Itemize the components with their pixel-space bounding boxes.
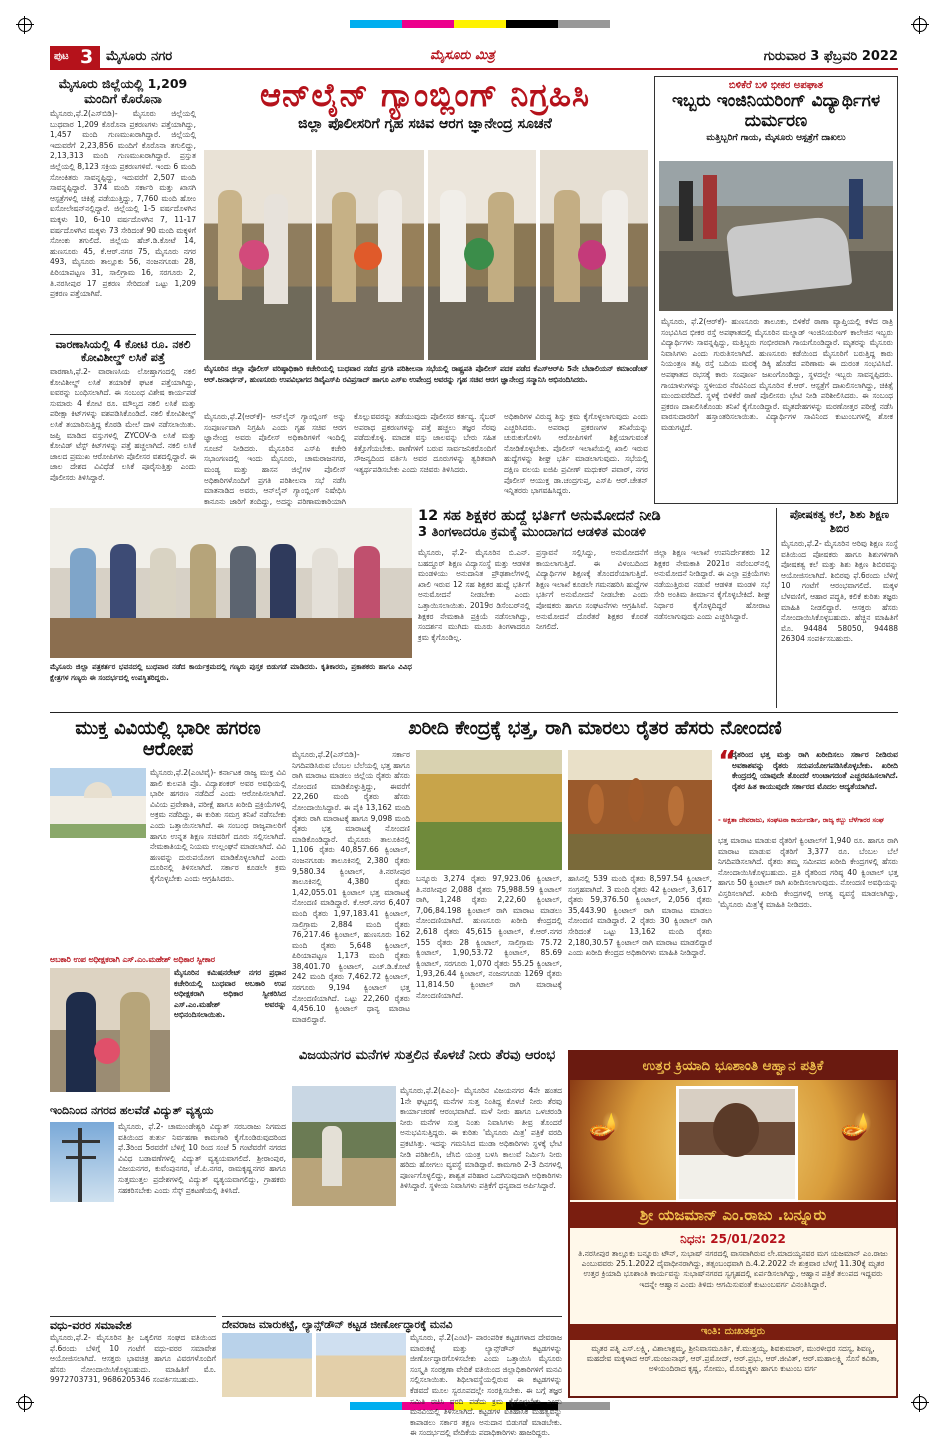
divider [50, 334, 196, 335]
lamp-icon: 🪔 [588, 1112, 621, 1142]
article-body-col4: ಭತ್ತ ಮಾರಾಟ ಮಾಡುವ ರೈತರಿಗೆ ಕ್ವಿಂಟಾಲ್‌ಗೆ 1,940 ರೂ. ಹಾಗೂ ರಾಗಿ ಮಾರಾಟ ಮಾಡುವ ರೈತರಿಗೆ 3,377 ರೂ. ಬೆಂಬಲ ಬೆಲೆ ನಿಗದಿಪಡಿಸಲಾಗಿದೆ. ರೈತರು ತಮ್ಮ ಸಮೀಪದ ಖರೀದಿ ಕೇಂದ್ರಗಳಲ್ಲಿ ಹೆಸರು ನೋಂದಾಯಿಸಿಕೊಳ್ಳಬಹುದು. ಪ್ರತಿ ರೈತರಿಂದ ಗರಿಷ್ಠ 40 ಕ್ವಿಂಟಾಲ್ ಭತ್ತ ಹಾಗೂ 50 ಕ್ವಿಂಟಾಲ್ ರಾಗಿ ಖರೀದಿಸಲಾಗುವುದು. ನೋಂದಣಿ ಅವಧಿಯನ್ನು ವಿಸ್ತರಿಸಲಾಗಿದೆ. ಖರೀದಿ ಕೇಂದ್ರಗಳಲ್ಲಿ ಅಗತ್ಯ ವ್ಯವಸ್ಥೆ ಮಾಡಲಾಗಿದ್ದು, 'ಮೈಸೂರು ಮಿತ್ರ'ಕ್ಕೆ ಮಾಹಿತಿ ನೀಡಿದರು. [718, 836, 898, 909]
article-body: ಮೈಸೂರು, ಫೆ.2(ಆರ್‌ಕೆ)- ಹುಣಸೂರು ತಾಲೂಕು, ಬಿಳಿಕೆರೆ ಠಾಣಾ ವ್ಯಾಪ್ತಿಯಲ್ಲಿ ಕಳೆದ ರಾತ್ರಿ ಸಂಭವಿಸಿದ ಭೀಕರ ರಸ್ತೆ ಅಪಘಾತದಲ್ಲಿ ಮೈಸೂರಿನ ಮಲ್ನಾಡ್ ಇಂಜಿನಿಯರಿಂಗ್ ಕಾಲೇಜಿನ ಇಬ್ಬರು ವಿದ್ಯಾರ್ಥಿಗಳು ಸಾವನ್ನಪ್ಪಿದ್ದು, ಮತ್ತಿಬ್ಬರು ಗಂಭೀರವಾಗಿ ಗಾಯಗೊಂಡಿದ್ದಾರೆ. ಮೃತರನ್ನು ಮೈಸೂರು ನಿವಾಸಿಗಳು ಎಂದು ಗುರುತಿಸಲಾಗಿದೆ. ಹುಣಸೂರು ಕಡೆಯಿಂದ ಮೈಸೂರಿಗೆ ಬರುತ್ತಿದ್ದ ಕಾರು ನಿಯಂತ್ರಣ ತಪ್ಪಿ ರಸ್ತೆ ಬದಿಯ ಮರಕ್ಕೆ ಡಿಕ್ಕಿ ಹೊಡೆದ ಪರಿಣಾಮ ಈ ದುರಂತ ಸಂಭವಿಸಿದೆ. ಅಪಘಾತದ ರಭಸಕ್ಕೆ ಕಾರು ಸಂಪೂರ್ಣ ಜಖಂಗೊಂಡಿದ್ದು, ಸ್ಥಳದಲ್ಲೇ ಇಬ್ಬರು ಸಾವನ್ನಪ್ಪಿದರು. ಗಾಯಾಳುಗಳನ್ನು ಸ್ಥಳೀಯರ ನೆರವಿನಿಂದ ಮೈಸೂರಿನ ಕೆ.ಆರ್. ಆಸ್ಪತ್ರೆಗೆ ದಾಖಲಿಸಲಾಗಿದ್ದು, ಚಿಕಿತ್ಸೆ ಮುಂದುವರೆದಿದೆ. ಸ್ಥಳಕ್ಕೆ ಬಿಳಿಕೆರೆ ಠಾಣೆ ಪೊಲೀಸರು ಭೇಟಿ ನೀಡಿ ಪರಿಶೀಲಿಸಿದರು. ಈ ಸಂಬಂಧ ಪ್ರಕರಣ ದಾಖಲಿಸಿಕೊಂಡು ತನಿಖೆ ಕೈಗೊಂಡಿದ್ದಾರೆ. ಮೃತದೇಹಗಳನ್ನು ಮರಣೋತ್ತರ ಪರೀಕ್ಷೆ ನಡೆಸಿ ವಾರಸುದಾರರಿಗೆ ಹಸ್ತಾಂತರಿಸಲಾಯಿತು. ವಿದ್ಯಾರ್ಥಿಗಳ ಸಾವಿನಿಂದ ಕುಟುಂಬಗಳಲ್ಲಿ ಶೋಕ ಮಡುಗಟ್ಟಿದೆ. [661, 317, 893, 432]
photo-caption: ಮೈಸೂರು ಜಿಲ್ಲಾ ಪತ್ರಕರ್ತರ ಭವನದಲ್ಲಿ ಬುಧವಾರ ನಡೆದ ಕಾರ್ಯಕ್ರಮದಲ್ಲಿ ಗಣ್ಯರು ಪುಸ್ತಕ ಬಿಡುಗಡೆ ಮಾಡಿದರು. ಕೃತಿಕಾರರು, ಪ್ರಕಾಶಕರು ಹಾಗೂ ವಿವಿಧ ಕ್ಷೇತ್ರಗಳ ಗಣ್ಯರು ಈ ಸಂದರ್ಭದಲ್ಲಿ ಉಪಸ್ಥಿತರಿದ್ದರು. [50, 662, 412, 682]
headline: ವಾರಣಾಸಿಯಲ್ಲಿ 4 ಕೋಟಿ ರೂ. ನಕಲಿ ಕೋವಿಶೀಲ್ಡ್ ಲಸಿಕೆ ಪತ್ತೆ [55, 338, 191, 364]
article-body: ಮೈಸೂರು,ಫೆ.2- ಮೈಸೂರಿನ ಶ್ರೀ ಒಕ್ಕಲಿಗರ ಸಂಘದ ವತಿಯಿಂದ ಫೆ.6ರಂದು ಬೆಳಿಗ್ಗೆ 10 ಗಂಟೆಗೆ ವಧು-ವರರ ಸಮಾವೇಶ ಆಯೋಜಿಸಲಾಗಿದೆ. ಆಸಕ್ತರು ಭಾವಚಿತ್ರ ಹಾಗೂ ವಿವರಗಳೊಂದಿಗೆ ಹೆಸರು ನೋಂದಾಯಿಸಿಕೊಳ್ಳಬಹುದು. ಮಾಹಿತಿಗೆ ಮೊ. 9972703731, 9686205346 ಸಂಪರ್ಕಿಸಬಹುದು. [50, 1333, 216, 1385]
article-fake-vaccine [50, 338, 196, 504]
lead-story [202, 76, 648, 504]
photo-power-tower [50, 1122, 114, 1202]
headline: ಮೈಸೂರು ಜಿಲ್ಲೆಯಲ್ಲಿ 1,209 ಮಂದಿಗೆ ಕೊರೊನಾ [58, 76, 188, 106]
matrimony-story [50, 1316, 216, 1396]
page-number: 3 [80, 46, 94, 68]
obituary-from: ಇಂತಿ: ದುಃಖತಪ್ತರು [570, 1324, 896, 1340]
article-body: ಮೈಸೂರು,ಫೆ.2(ಎಸ್‌ಬಿಡಿ)- ಮೈಸೂರು ಜಿಲ್ಲೆಯಲ್ಲಿ ಬುಧವಾರ 1,209 ಕೊರೊನಾ ಪ್ರಕರಣಗಳು ಪತ್ತೆಯಾಗಿದ್ದು, 1,457 ಮಂದಿ ಗುಣಮುಖರಾಗಿದ್ದಾರೆ. ಜಿಲ್ಲೆಯಲ್ಲಿ ಇದುವರೆಗೆ 2,23,856 ಮಂದಿಗೆ ಕೊರೊನಾ ತಗುಲಿದ್ದು, 2,13,313 ಮಂದಿ ಗುಣಮುಖರಾಗಿದ್ದಾರೆ. ಪ್ರಸ್ತುತ ಜಿಲ್ಲೆಯಲ್ಲಿ 8,123 ಸಕ್ರಿಯ ಪ್ರಕರಣಗಳಿವೆ. ಇಂದು 6 ಮಂದಿ ಸೋಂಕಿತರು ಸಾವನ್ನಪ್ಪಿದ್ದು, ಇದುವರೆಗೆ 2,507 ಮಂದಿ ಸಾವನ್ನಪ್ಪಿದ್ದಾರೆ. 374 ಮಂದಿ ಸರ್ಕಾರಿ ಮತ್ತು ಖಾಸಗಿ ಆಸ್ಪತ್ರೆಗಳಲ್ಲಿ ಚಿಕಿತ್ಸೆ ಪಡೆಯುತ್ತಿದ್ದು, 7,760 ಮಂದಿ ಹೋಂ ಐಸೋಲೇಷನ್‌ನಲ್ಲಿದ್ದಾರೆ. ಜಿಲ್ಲೆಯಲ್ಲಿ 1-5 ವರ್ಷದೊಳಗಿನ ಮಕ್ಕಳು 10, 6-10 ವರ್ಷದೊಳಗಿನ 7, 11-17 ವರ್ಷದೊಳಗಿನ ಮಕ್ಕಳು 73 ಸೇರಿದಂತೆ 90 ಮಂದಿ ಮಕ್ಕಳಿಗೆ ಸೋಂಕು ತಗುಲಿದೆ. ಜಿಲ್ಲೆಯ ಹೆಚ್.ಡಿ.ಕೋಟೆ 14, ಹುಣಸೂರು 45, ಕೆ.ಆರ್.ನಗರ 75, ಮೈಸೂರು ನಗರ 493, ಮೈಸೂರು ತಾಲ್ಲೂಕು 56, ನಂಜನಗೂಡು 28, ಪಿರಿಯಾಪಟ್ಟಣ 31, ಸಾಲಿಗ್ರಾಮ 16, ಸರಗೂರು 2, ತಿ.ನರಸೀಪುರ 17 ಪ್ರಕರಣ ಸೇರಿದಂತೆ ಒಟ್ಟು 1,209 ಪ್ರಕರಣ ಪತ್ತೆಯಾಗಿವೆ. [50, 109, 196, 299]
headline: ಖರೀದಿ ಕೇಂದ್ರಕ್ಕೆ ಭತ್ತ, ರಾಗಿ ಮಾರಲು ರೈತರ ಹೆಸರು ನೋಂದಣಿ [408, 718, 782, 739]
article-covid [50, 76, 196, 331]
registration-mark [913, 1396, 927, 1410]
issue-date: ಗುರುವಾರ 3 ಫೆಬ್ರವರಿ 2022 [763, 49, 898, 64]
photo-caption: ಮೈಸೂರಿನ ಜಿಲ್ಲಾ ಪೊಲೀಸ್ ವರಿಷ್ಠಾಧಿಕಾರಿ ಕಚೇರಿಯಲ್ಲಿ ಬುಧವಾರ ನಡೆದ ಪ್ರಗತಿ ಪರಿಶೀಲನಾ ಸಭೆಯಲ್ಲಿ ರಾಷ್ಟ್ರಪತಿ ಪೊಲೀಸ್ ಪದಕ ಪಡೆದ ಕೆಎಸ್‌ಆರ್‌ಪಿ 5ನೇ ಬೆಟಾಲಿಯನ್ ಕಮಾಂಡೆಂಟ್ ಆರ್.ಜನಾರ್ಧನ್, ಹುಣಸೂರು ಉಪವಿಭಾಗದ ಡಿವೈಎಸ್‌ಪಿ ರವಿಪ್ರಸಾದ್ ಹಾಗೂ ಎಸ್‌ಐ ಉಪೇಂದ್ರ ಅವರನ್ನು ಗೃಹ ಸಚಿವ ಆರಗ ಜ್ಞಾನೇಂದ್ರ ಸನ್ಮಾನಿಸಿ ಅಭಿನಂದಿಸಿದರು. [204, 364, 648, 384]
divider [50, 712, 898, 713]
lead-body-col3: ಅಧಿಕಾರಿಗಳ ವಿರುದ್ಧ ಶಿಸ್ತು ಕ್ರಮ ಕೈಗೊಳ್ಳಲಾಗುವುದು ಎಂದು ಎಚ್ಚರಿಸಿದರು. ಅಪರಾಧ ಪ್ರಕರಣಗಳ ತನಿಖೆಯನ್ನು ಚುರುಕುಗೊಳಿಸಿ ಆರೋಪಿಗಳಿಗೆ ಶಿಕ್ಷೆಯಾಗುವಂತೆ ನೋಡಿಕೊಳ್ಳಬೇಕು. ಪೊಲೀಸ್ ಇಲಾಖೆಯಲ್ಲಿ ಖಾಲಿ ಇರುವ ಹುದ್ದೆಗಳನ್ನು ಶೀಘ್ರ ಭರ್ತಿ ಮಾಡಲಾಗುವುದು. ಸಭೆಯಲ್ಲಿ ದಕ್ಷಿಣ ವಲಯ ಐಜಿಪಿ ಪ್ರವೀಣ್ ಮಧುಕರ್ ಪವಾರ್, ನಗರ ಪೊಲೀಸ್ ಆಯುಕ್ತ ಡಾ.ಚಂದ್ರಗುಪ್ತ, ಎಸ್‌ಪಿ ಆರ್.ಚೇತನ್ ಇನ್ನಿತರರು ಭಾಗವಹಿಸಿದ್ದರು. [504, 412, 648, 496]
obituary-banner: ಉತ್ತರ ಕ್ರಿಯಾದಿ ಭೂಶಾಂತಿ ಆಹ್ವಾನ ಪತ್ರಿಕೆ [570, 1052, 896, 1080]
date-of-death: ನಿಧನ: 25/01/2022 [680, 1232, 786, 1246]
lamp-icon: 🪔 [840, 1112, 873, 1142]
lead-body-col2: ಕೊಲ್ಲುವವರನ್ನು ತಡೆಯುವುದು ಪೊಲೀಸರ ಕರ್ತವ್ಯ. ಸೈಬರ್ ಅಪರಾಧ ಪ್ರಕರಣಗಳನ್ನು ಪತ್ತೆ ಹಚ್ಚಲು ತಜ್ಞರ ನೆರವು ಪಡೆದುಕೊಳ್ಳಿ. ಮಾದಕ ವಸ್ತು ಜಾಲವನ್ನು ಬೇರು ಸಹಿತ ಕಿತ್ತೊಗೆಯಬೇಕು. ಠಾಣೆಗಳಿಗೆ ಬರುವ ಸಾರ್ವಜನಿಕರೊಂದಿಗೆ ಸೌಜನ್ಯದಿಂದ ವರ್ತಿಸಿ ಅವರ ದೂರುಗಳನ್ನು ತ್ವರಿತವಾಗಿ ಇತ್ಯರ್ಥಪಡಿಸಬೇಕು ಎಂದು ಸಚಿವರು ತಿಳಿಸಿದರು. [354, 412, 496, 474]
article-body: ಮೈಸೂರಿನ ಕಮಿಷನರೇಟ್ ನಗರ ಪ್ರಧಾನ ಕಚೇರಿಯಲ್ಲಿ ಬುಧವಾರ ಅಬಕಾರಿ ಉಪ ಅಧೀಕ್ಷಕರಾಗಿ ಅಧಿಕಾರ ಸ್ವೀಕರಿಸಿದ ಎಸ್.ಎಂ.ಮಹೇಶ್ ಅವರನ್ನು ಅಭಿನಂದಿಸಲಾಯಿತು. [174, 968, 286, 1020]
headline: ದೇವರಾಜ ಮಾರುಕಟ್ಟೆ, ಲ್ಯಾನ್ಸ್‌ಡೌನ್ ಕಟ್ಟಡ ಜೀರ್ಣೋದ್ಧಾರಕ್ಕೆ ಮನವಿ [222, 1319, 453, 1331]
headline: ಅಬಕಾರಿ ಉಪ ಅಧೀಕ್ಷಕರಾಗಿ ಎಸ್.ಎಂ.ಮಹೇಶ್ ಅಧಿಕಾರ ಸ್ವೀಕಾರ [50, 955, 215, 964]
drain-story [292, 1048, 562, 1310]
portrait-photo [676, 1086, 798, 1202]
photo-felicitation-1 [204, 150, 312, 360]
market-story [222, 1316, 562, 1438]
scam-story [50, 718, 286, 950]
accident-subhead: ಮತ್ತಿಬ್ಬರಿಗೆ ಗಾಯ, ಮೈಸೂರು ಆಸ್ಪತ್ರೆಗೆ ದಾಖಲು [706, 133, 846, 143]
article-body-col2: ಬನ್ನೂರು 3,274 ರೈತರು 97,923.06 ಕ್ವಿಂಟಾಲ್, ತಿ.ನರಸೀಪುರ 2,088 ರೈತರು 75,988.59 ಕ್ವಿಂಟಾಲ್ ರಾಗಿ, 1,248 ರೈತರು 2,22,60 ಕ್ವಿಂಟಾಲ್, 7,06,84.198 ಕ್ವಿಂಟಾಲ್ ರಾಗಿ ಮಾರಾಟ ಮಾಡಲು ನೋಂದಣಿಯಾಗಿದೆ. ಹುಣಸೂರು ಖರೀದಿ ಕೇಂದ್ರದಲ್ಲಿ 2,618 ರೈತರು 45,615 ಕ್ವಿಂಟಾಲ್, ಕೆ.ಆರ್.ನಗರ 155 ರೈತರು 28 ಕ್ವಿಂಟಾಲ್, ಸಾಲಿಗ್ರಾಮ 75.72 ಕ್ವಿಂಟಾಲ್, 1,90,53.72 ಕ್ವಿಂಟಾಲ್, 85.69 ಕ್ವಿಂಟಾಲ್, ಸರಗೂರು 1,070 ರೈತರು 55.25 ಕ್ವಿಂಟಾಲ್, 1,93,26.44 ಕ್ವಿಂಟಾಲ್, ನಂಜನಗೂಡು 1269 ರೈತರು 11,814.50 ಕ್ವಿಂಟಾಲ್ ರಾಗಿ ಮಾರಾಟಕ್ಕೆ ನೋಂದಣಿಯಾಗಿದೆ. [416, 874, 562, 1000]
excise-story [50, 954, 286, 1100]
quote-attribution: - ಅಕ್ಷತಾ ದೇವರಾಜು, ಸಂಘಟನಾ ಕಾರ್ಯದರ್ಶಿ, ರಾಜ್ಯ ಕಬ್ಬು ಬೆಳೆಗಾರರ ಸಂಘ [718, 816, 884, 824]
page-number-badge [50, 46, 100, 68]
registration-mark [913, 18, 927, 32]
article-body: ಮೈಸೂರು,ಫೆ.2(ಎಂಟಿವೈ)- ಕರ್ನಾಟಕ ರಾಜ್ಯ ಮುಕ್ತ ವಿವಿ ಹಾಲಿ ಕುಲಪತಿ ಪ್ರೊ. ವಿದ್ಯಾಶಂಕರ್ ಅವರ ಅವಧಿಯಲ್ಲಿ ಭಾರೀ ಹಗರಣ ನಡೆದಿದೆ ಎಂದು ಆರೋಪಿಸಲಾಗಿದೆ. ವಿವಿಯ ಪ್ರವೇಶಾತಿ, ಪರೀಕ್ಷೆ ಹಾಗೂ ಖರೀದಿ ಪ್ರಕ್ರಿಯೆಗಳಲ್ಲಿ ಅಕ್ರಮ ನಡೆದಿದ್ದು, ಈ ಕುರಿತು ಸಮಗ್ರ ತನಿಖೆ ನಡೆಸಬೇಕು ಎಂದು ಒತ್ತಾಯಿಸಲಾಗಿದೆ. ಈ ಸಂಬಂಧ ರಾಜ್ಯಪಾಲರಿಗೆ ಹಾಗೂ ಉನ್ನತ ಶಿಕ್ಷಣ ಸಚಿವರಿಗೆ ದೂರು ಸಲ್ಲಿಸಲಾಗಿದೆ. ನೇಮಕಾತಿಯಲ್ಲಿ ನಿಯಮ ಉಲ್ಲಂಘನೆ ಮಾಡಲಾಗಿದೆ. ವಿವಿ ಹಣವನ್ನು ದುರುಪಯೋಗ ಮಾಡಿಕೊಳ್ಳಲಾಗಿದೆ ಎಂದು ದೂರಿನಲ್ಲಿ ತಿಳಿಸಲಾಗಿದೆ. ಸರ್ಕಾರ ಕೂಡಲೇ ಕ್ರಮ ಕೈಗೊಳ್ಳಬೇಕು ಎಂದು ಆಗ್ರಹಿಸಿದರು. [150, 768, 286, 883]
obituary-body: ತಿ.ನರಸೀಪುರ ತಾಲ್ಲೂಕು ಬನ್ನೂರು ಟೌನ್, ಸುಭಾಷ್ ನಗರದಲ್ಲಿ ವಾಸವಾಗಿರುವ ಲೇ.ಮಾದಯ್ಯನವರ ಮಗ ಯಜಮಾನ್ ಎಂ.ರಾಜು ಎಂಬುವವರು 25.1.2022 ದೈವಾಧೀನರಾಗಿದ್ದು, ತತ್ಸಂಬಂಧವಾಗಿ ದಿ.4.2.2022 ನೇ ಶುಕ್ರವಾರ ಬೆಳಗ್ಗೆ 11.30ಕ್ಕೆ ಮೃತರ ಉತ್ತರ ಕ್ರಿಯಾದಿ ಭೂಶಾಂತಿ ಕಾರ್ಯವನ್ನು ಸುಭಾಷ್‌ನಗರದ ಸ್ವಗೃಹದಲ್ಲಿ ಏರ್ಪಡಿಸಲಾಗಿದ್ದು, ಆಹ್ವಾನ ಪತ್ರಿಕೆ ತಲುಪದ ಇದ್ದವರು ಇದನ್ನೇ ಆಹ್ವಾನ ಎಂದು ತಿಳಿದು ಆಗಮಿಸುವಂತೆ ಕುಟುಂಬವರ್ಗ ವಿನಂತಿಸಿದ್ದಾರೆ. [578, 1249, 888, 1289]
farmers-story [292, 718, 898, 1046]
masthead: ಮೈಸೂರು ಮಿತ್ರ [430, 48, 495, 63]
article-body: ಮೈಸೂರು,ಫೆ.2(ಪಿಎಂ)- ಮೈಸೂರಿನ ವಿಜಯನಗರ 4ನೇ ಹಂತದ 1ನೇ ಘಟ್ಟದಲ್ಲಿ ಮನೆಗಳ ಸುತ್ತ ನಿಂತಿದ್ದ ಕೊಳಚೆ ನೀರು ತೆರವು ಕಾರ್ಯಾಚರಣೆ ಆರಂಭವಾಗಿದೆ. ಮಳೆ ನೀರು ಹಾಗೂ ಒಳಚರಂಡಿ ನೀರು ಮನೆಗಳ ಸುತ್ತ ನಿಂತು ನಿವಾಸಿಗಳು ತೀವ್ರ ತೊಂದರೆ ಅನುಭವಿಸುತ್ತಿದ್ದರು. ಈ ಕುರಿತು 'ಮೈಸೂರು ಮಿತ್ರ' ಪತ್ರಿಕೆ ವರದಿ ಪ್ರಕಟಿಸಿತ್ತು. ಇದನ್ನು ಗಮನಿಸಿದ ಮುಡಾ ಅಧಿಕಾರಿಗಳು ಸ್ಥಳಕ್ಕೆ ಭೇಟಿ ನೀಡಿ ಪರಿಶೀಲಿಸಿ, ಜೆಸಿಬಿ ಯಂತ್ರ ಬಳಸಿ ಕಾಲುವೆ ನಿರ್ಮಿಸಿ ನೀರು ಹರಿದು ಹೋಗಲು ವ್ಯವಸ್ಥೆ ಮಾಡಿದ್ದಾರೆ. ಕಾಮಗಾರಿ 2-3 ದಿನಗಳಲ್ಲಿ ಪೂರ್ಣಗೊಳ್ಳಲಿದ್ದು, ಶಾಶ್ವತ ಪರಿಹಾರ ಒದಗಿಸುವುದಾಗಿ ಅಧಿಕಾರಿಗಳು ತಿಳಿಸಿದ್ದಾರೆ. ಸ್ಥಳೀಯ ನಿವಾಸಿಗಳು ಪತ್ರಿಕೆಗೆ ಧನ್ಯವಾದ ಅರ್ಪಿಸಿದ್ದಾರೆ. [400, 1086, 562, 1191]
article-body-col2: ಪ್ರಸ್ತಾವನೆ ಸಲ್ಲಿಸಿದ್ದು, ಅನುಮೋದನೆಗೆ ಕಾಯಲಾಗುತ್ತಿದೆ. ಈ ವಿಳಂಬದಿಂದ ವಿದ್ಯಾರ್ಥಿಗಳ ಶಿಕ್ಷಣಕ್ಕೆ ತೊಂದರೆಯಾಗುತ್ತಿದೆ. ಶಿಕ್ಷಣ ಇಲಾಖೆ ಕೂಡಲೇ ಗಮನಹರಿಸಿ ಹುದ್ದೆಗಳ ಭರ್ತಿಗೆ ಅನುಮೋದನೆ ನೀಡಬೇಕು ಎಂದು ಪೋಷಕರು ಹಾಗೂ ಸಂಘಟನೆಗಳು ಆಗ್ರಹಿಸಿವೆ. ಅನುಮೋದನೆ ದೊರೆತರೆ ಶಿಕ್ಷಕರ ಕೊರತೆ ನೀಗಲಿದೆ. [536, 548, 648, 632]
photo-paddy [416, 750, 562, 870]
article-body: ಮೈಸೂರು,ಫೆ.2- ಮೈಸೂರಿನ ಅರಿವು ಶಿಕ್ಷಣ ಸಂಸ್ಥೆ ವತಿಯಿಂದ ಪೋಷಕರು ಹಾಗೂ ಶಿಶುಗಳಿಗಾಗಿ ಪೋಷಕತ್ವ ಕಲೆ ಮತ್ತು ಶಿಶು ಶಿಕ್ಷಣ ಶಿಬಿರವನ್ನು ಆಯೋಜಿಸಲಾಗಿದೆ. ಶಿಬಿರವು ಫೆ.6ರಂದು ಬೆಳಿಗ್ಗೆ 10 ಗಂಟೆಗೆ ಆರಂಭವಾಗಲಿದೆ. ಮಕ್ಕಳ ಬೆಳವಣಿಗೆ, ಆಹಾರ ಪದ್ಧತಿ, ಕಲಿಕೆ ಕುರಿತು ತಜ್ಞರು ಮಾಹಿತಿ ನೀಡಲಿದ್ದಾರೆ. ಆಸಕ್ತರು ಹೆಸರು ನೋಂದಾಯಿಸಿಕೊಳ್ಳಬಹುದು. ಹೆಚ್ಚಿನ ಮಾಹಿತಿಗೆ ಮೊ. 94484 58050, 94488 26304 ಸಂಪರ್ಕಿಸಬಹುದು. [781, 539, 898, 644]
photo-devaraja-market [222, 1333, 312, 1397]
camp-story [776, 508, 898, 708]
lead-body-col1: ಮೈಸೂರು,ಫೆ.2(ಆರ್‌ಕೆ)- ಆನ್‌ಲೈನ್ ಗ್ಯಾಂಬ್ಲಿಂಗ್ ಅನ್ನು ಸಂಪೂರ್ಣವಾಗಿ ನಿಗ್ರಹಿಸಿ ಎಂದು ಗೃಹ ಸಚಿವ ಆರಗ ಜ್ಞಾನೇಂದ್ರ ಅವರು ಪೊಲೀಸ್ ಅಧಿಕಾರಿಗಳಿಗೆ ಇಂದಿಲ್ಲಿ ಸೂಚನೆ ನೀಡಿದರು. ಮೈಸೂರಿನ ಎಸ್‌ಪಿ ಕಚೇರಿ ಸಭಾಂಗಣದಲ್ಲಿ ಇಂದು ಮೈಸೂರು, ಚಾಮರಾಜನಗರ, ಮಂಡ್ಯ ಮತ್ತು ಹಾಸನ ಜಿಲ್ಲೆಗಳ ಪೊಲೀಸ್ ಅಧಿಕಾರಿಗಳೊಂದಿಗೆ ಪ್ರಗತಿ ಪರಿಶೀಲನಾ ಸಭೆ ನಡೆಸಿ ಮಾತನಾಡಿದ ಅವರು, ಆನ್‌ಲೈನ್ ಗ್ಯಾಂಬ್ಲಿಂಗ್ ನಿಷೇಧಿಸಿ ಕಾನೂನು ಜಾರಿಗೆ ತಂದಿದ್ದು, ಅದನ್ನು ಪರಿಣಾಮಕಾರಿಯಾಗಿ [204, 412, 346, 506]
lead-subhead: ಜಿಲ್ಲಾ ಪೊಲೀಸರಿಗೆ ಗೃಹ ಸಚಿವ ಆರಗ ಜ್ಞಾನೇಂದ್ರ ಸೂಚನೆ [298, 116, 552, 132]
lead-headline: ಆನ್‌ಲೈನ್ ಗ್ಯಾಂಬ್ಲಿಂಗ್ ನಿಗ್ರಹಿಸಿ [260, 76, 590, 114]
subhead: 3 ತಿಂಗಳಾದರೂ ಕ್ರಮಕ್ಕೆ ಮುಂದಾಗದ ಆಡಳಿತ ಮಂಡಳಿ [418, 525, 646, 540]
quote-text: ರೈತರಿಂದ ಭತ್ತ ಮತ್ತು ರಾಗಿ ಖರೀದಿಸಲು ಸರ್ಕಾರ ನೀಡಿರುವ ಅವಕಾಶವನ್ನು ರೈತರು ಸದುಪಯೋಗಪಡಿಸಿಕೊಳ್ಳಬೇಕು. ಖರೀದಿ ಕೇಂದ್ರದಲ್ಲಿ ಯಾವುದೇ ತೊಂದರೆ ಉಂಟಾಗದಂತೆ ಎಚ್ಚರವಹಿಸಲಾಗಿದೆ. ರೈತರ ಹಿತ ಕಾಯುವುದೇ ಸರ್ಕಾರದ ಮೊದಲ ಆದ್ಯತೆಯಾಗಿದೆ. [732, 750, 898, 791]
accident-story [654, 76, 898, 504]
pull-quote: “ ರೈತರಿಂದ ಭತ್ತ ಮತ್ತು ರಾಗಿ ಖರೀದಿಸಲು ಸರ್ಕಾರ ನೀಡಿರುವ ಅವಕಾಶವನ್ನು ರೈತರು ಸದುಪಯೋಗಪಡಿಸಿಕೊಳ್ಳಬೇಕು. ಖರೀದಿ ಕೇಂದ್ರದಲ್ಲಿ ಯಾವುದೇ ತೊಂದರೆ ಉಂಟಾಗದಂತೆ ಎಚ್ಚರವಹಿಸಲಾಗಿದೆ. ರೈತರ ಹಿತ ಕಾಯುವುದೇ ಸರ್ಕಾರದ ಮೊದಲ ಆದ್ಯತೆಯಾಗಿದೆ. - ಅಕ್ಷತಾ ದೇವರಾಜು, ಸಂಘಟನಾ ಕಾರ್ಯದರ್ಶಿ, ರಾಜ್ಯ ಕಬ್ಬು ಬೆಳೆಗಾರರ ಸಂಘ [718, 744, 898, 824]
article-body-col3: ಹಾಸಿನಲ್ಲಿ 539 ಮಂದಿ ರೈತರು 8,597.54 ಕ್ವಿಂಟಾಲ್, ಸಂಗ್ರಹವಾಗಿದೆ. 3 ಮಂದಿ ರೈತರು 42 ಕ್ವಿಂಟಾಲ್, 3,617 ರೈತರು 59,376.50 ಕ್ವಿಂಟಾಲ್, 2,056 ರೈತರು 35,443.90 ಕ್ವಿಂಟಾಲ್ ರಾಗಿ ಮಾರಾಟ ಮಾಡಲು ನೋಂದಣಿ ಮಾಡಿದ್ದಾರೆ. 2 ರೈತರು 30 ಕ್ವಿಂಟಾಲ್ ರಾಗಿ ಸೇರಿದಂತೆ ಒಟ್ಟು 13,162 ಮಂದಿ ರೈತರು 2,180,30.57 ಕ್ವಿಂಟಾಲ್ ರಾಗಿ ಮಾರಾಟ ಮಾಡಲಿದ್ದಾರೆ ಎಂದು ಖರೀದಿ ಕೇಂದ್ರದ ಅಧಿಕಾರಿಗಳು ಮಾಹಿತಿ ನೀಡಿದ್ದಾರೆ. [568, 874, 712, 958]
page-header [50, 46, 898, 70]
photo-book-release [50, 508, 412, 658]
color-bar [350, 20, 610, 28]
family-members: ಮೃತರ ಪತ್ನಿ ಎಸ್.ಲಕ್ಷ್ಮಿ, ವಿಶಾಲಾಕ್ಷಮ್ಮ, ಶ್ರೀನಿವಾಸಮೂರ್ತಿ, ಕೆ.ಮುತ್ತಯ್ಯ, ಶಿವಕುಮಾರ್, ಮುರಳೀಧರ ಸದಸ್ಯ, ಶಿವಣ್ಣ, ಮಹದೇವ ಮಕ್ಕಳಾದ ಆರ್.ಮಂಜುನಾಥ್, ಆರ್.ಪ್ರಮೋದ್, ಆರ್.ಪ್ರಭು, ಆರ್.ಜೀವಿತ್, ಆರ್.ಮಹಾಲಕ್ಷ್ಮಿ ಸೊಸೆ ಕವಿತಾ, ಅಳಿಯಂದಿರಾದ ಕೃಷ್ಣ, ಸೋಮು, ಮೊಮ್ಮಕ್ಕಳು ಹಾಗೂ ಕುಟುಂಬ ವರ್ಗ [586, 1344, 880, 1374]
photo-excise-officer [50, 968, 170, 1092]
deceased-name: ಶ್ರೀ ಯಜಮಾನ್ ಎಂ.ರಾಜು .ಬನ್ನೂರು [570, 1202, 896, 1228]
photo-lansdowne-building [316, 1333, 406, 1397]
article-body: ವಾರಣಾಸಿ,ಫೆ.2- ವಾರಾಣಸಿಯ ಲೋಹ್ತಾಗಂದಲ್ಲಿ ನಕಲಿ ಕೋವಿಶೀಲ್ಡ್ ಲಸಿಕೆ ತಯಾರಿಕೆ ಘಟಕ ಪತ್ತೆಯಾಗಿದ್ದು, ಐವರನ್ನು ಬಂಧಿಸಲಾಗಿದೆ. ಈ ಸಂಬಂಧ ವಿಶೇಷ ಕಾರ್ಯಪಡೆ ಸುಮಾರು 4 ಕೋಟಿ ರೂ. ಮೌಲ್ಯದ ನಕಲಿ ಲಸಿಕೆ ಮತ್ತು ಪರೀಕ್ಷಾ ಕಿಟ್‌ಗಳನ್ನು ವಶಪಡಿಸಿಕೊಂಡಿದೆ. ನಕಲಿ ಕೋವಿಶೀಲ್ಡ್ ಲಸಿಕೆ ತಯಾರಿಸುತ್ತಿದ್ದ ಕೊಠಡಿ ಮೇಲೆ ದಾಳಿ ನಡೆಸಲಾಯಿತು. ಜಪ್ತಿ ಮಾಡಿದ ವಸ್ತುಗಳಲ್ಲಿ ZYCOV-ಡಿ ಲಸಿಕೆ ಮತ್ತು ಕೋವಿಡ್ ಟೆಸ್ಟ್ ಕಿಟ್‌ಗಳನ್ನು ಪತ್ತೆ ಹಚ್ಚಲಾಗಿದೆ. ನಕಲಿ ಲಸಿಕೆ ಜಾಲದ ಪ್ರಮುಖ ಆರೋಪಿಗಳು ಪೊಲೀಸರ ವಶದಲ್ಲಿದ್ದಾರೆ. ಈ ಜಾಲ ದೇಶದ ವಿವಿಧೆಡೆ ಲಸಿಕೆ ಪೂರೈಸುತ್ತಿತ್ತು ಎಂದು ಪೊಲೀಸರು ತಿಳಿಸಿದ್ದಾರೆ. [50, 367, 196, 482]
registration-mark [18, 18, 32, 32]
article-body: ಮೈಸೂರು, ಫೆ.2(ಎಂಟಿ)- ಪಾರಂಪರಿಕ ಕಟ್ಟಡಗಳಾದ ದೇವರಾಜ ಮಾರುಕಟ್ಟೆ ಮತ್ತು ಲ್ಯಾನ್ಸ್‌ಡೌನ್ ಕಟ್ಟಡಗಳನ್ನು ಜೀರ್ಣೋದ್ಧಾರಗೊಳಿಸಬೇಕು ಎಂದು ಒತ್ತಾಯಿಸಿ ಮೈಸೂರು ಸಂಸ್ಕೃತಿ ಸಂರಕ್ಷಣಾ ವೇದಿಕೆ ವತಿಯಿಂದ ಜಿಲ್ಲಾಧಿಕಾರಿಗಳಿಗೆ ಮನವಿ ಸಲ್ಲಿಸಲಾಯಿತು. ಶಿಥಿಲಾವಸ್ಥೆಯಲ್ಲಿರುವ ಈ ಕಟ್ಟಡಗಳನ್ನು ಕೆಡವದೆ ಮೂಲ ಸ್ವರೂಪದಲ್ಲೇ ಸಂರಕ್ಷಿಸಬೇಕು. ಈ ಬಗ್ಗೆ ತಜ್ಞರ ಸಮಿತಿ ರಚಿಸಿ ವರದಿ ಪಡೆದು ಕ್ರಮ ಕೈಗೊಳ್ಳಬೇಕು ಎಂದು ಮನವಿಯಲ್ಲಿ ತಿಳಿಸಲಾಗಿದೆ. ಕಟ್ಟಡಗಳ ಐತಿಹಾಸಿಕ ಮಹತ್ವವನ್ನು ಕಾಪಾಡಲು ಸರ್ಕಾರ ತಕ್ಷಣ ಅನುದಾನ ಬಿಡುಗಡೆ ಮಾಡಬೇಕು. ಈ ಸಂದರ್ಭದಲ್ಲಿ ವೇದಿಕೆಯ ಪದಾಧಿಕಾರಿಗಳು ಹಾಜರಿದ್ದರು. [410, 1333, 562, 1438]
article-body-col3: ಜಿಲ್ಲಾ ಶಿಕ್ಷಣ ಇಲಾಖೆ ಉಪನಿರ್ದೇಶಕರು 12 ಶಿಕ್ಷಕರ ನೇಮಕಾತಿ 2021ರ ನವೆಂಬರ್‌ನಲ್ಲಿ ಅನುಮೋದನೆ ನೀಡಿದ್ದಾರೆ. ಈ ಎಲ್ಲಾ ಪ್ರಕ್ರಿಯೆಗಳು ನಡೆಯುತ್ತಿರುವ ನಡುವೆ ಆಡಳಿತ ಮಂಡಳಿ ಸಭೆ ಸೇರಿ ಅಂತಿಮ ತೀರ್ಮಾನ ಕೈಗೊಳ್ಳಬೇಕಿದೆ. ಶೀಘ್ರ ನಿರ್ಧಾರ ಕೈಗೊಳ್ಳದಿದ್ದರೆ ಹೋರಾಟ ನಡೆಸಲಾಗುವುದು ಎಂದು ಎಚ್ಚರಿಸಿದ್ದಾರೆ. [654, 548, 770, 621]
photo-felicitation-3 [428, 150, 536, 360]
photo-felicitation-4 [540, 150, 648, 360]
photo-drain-work [292, 1086, 396, 1206]
photo-accident-car [659, 161, 893, 311]
section-name: ಮೈಸೂರು ನಗರ [106, 49, 173, 64]
page-label: ಪುಟ [54, 51, 69, 62]
headline: 12 ಸಹ ಶಿಕ್ಷಕರ ಹುದ್ದೆ ಭರ್ತಿಗೆ ಅನುಮೋದನೆ ನೀಡಿ [418, 508, 661, 524]
headline: ವಧು-ವರರ ಸಮಾವೇಶ [50, 1319, 132, 1332]
headline: ಇಂದಿನಿಂದ ನಗರದ ಹಲವೆಡೆ ವಿದ್ಯುತ್ ವ್ಯತ್ಯಯ [50, 1104, 214, 1117]
headline: ವಿಜಯನಗರ ಮನೆಗಳ ಸುತ್ತಲಿನ ಕೊಳಚೆ ನೀರು ತೆರವು ಆರಂಭ [298, 1048, 556, 1063]
headline: ಪೋಷಕತ್ವ ಕಲೆ, ಶಿಶು ಶಿಕ್ಷಣ ಶಿಬಿರ [789, 508, 890, 535]
book-release [50, 508, 412, 708]
photo-felicitation-2 [316, 150, 424, 360]
headline: ಮುಕ್ತ ವಿವಿಯಲ್ಲಿ ಭಾರೀ ಹಗರಣ ಆರೋಪ [75, 718, 261, 760]
article-body-col1: ಮೈಸೂರು, ಫೆ.2- ಮೈಸೂರಿನ ಬಿ.ಎನ್. ಬಹದ್ದೂರ್ ಶಿಕ್ಷಣ ವಿದ್ಯಾಸಂಸ್ಥೆ ಮತ್ತು ಆಡಳಿತ ಮಂಡಳಿಯು ಅನುದಾನಿತ ಪ್ರೌಢಶಾಲೆಗಳಲ್ಲಿ ಖಾಲಿ ಇರುವ 12 ಸಹ ಶಿಕ್ಷಕರ ಹುದ್ದೆ ಭರ್ತಿಗೆ ಅನುಮೋದನೆ ನೀಡಬೇಕು ಎಂದು ಒತ್ತಾಯಿಸಲಾಯಿತು. 2019ರ ಡಿಸೆಂಬರ್‌ನಲ್ಲಿ ಶಿಕ್ಷಕರ ನೇಮಕಾತಿ ಪ್ರಕ್ರಿಯೆ ನಡೆಸಲಾಗಿದ್ದು, ಸಂದರ್ಶನ ಮುಗಿದು ಮೂರು ತಿಂಗಳಾದರೂ ಕ್ರಮ ಕೈಗೊಂಡಿಲ್ಲ. [418, 548, 530, 642]
article-body: ಮೈಸೂರು, ಫೆ.2- ಚಾಮುಂಡೇಶ್ವರಿ ವಿದ್ಯುತ್ ಸರಬರಾಜು ನಿಗಮದ ವತಿಯಿಂದ ತುರ್ತು ನಿರ್ವಹಣಾ ಕಾಮಗಾರಿ ಕೈಗೊಂಡಿರುವುದರಿಂದ ಫೆ.3ರಿಂದ 5ರವರೆಗೆ ಬೆಳಿಗ್ಗೆ 10 ರಿಂದ ಸಂಜೆ 5 ಗಂಟೆವರೆಗೆ ನಗರದ ವಿವಿಧ ಬಡಾವಣೆಗಳಲ್ಲಿ ವಿದ್ಯುತ್ ವ್ಯತ್ಯಯವಾಗಲಿದೆ. ಶ್ರೀರಾಂಪುರ, ವಿಜಯನಗರ, ಕುವೆಂಪುನಗರ, ಜೆ.ಪಿ.ನಗರ, ರಾಮಕೃಷ್ಣನಗರ ಹಾಗೂ ಸುತ್ತಮುತ್ತಲ ಪ್ರದೇಶಗಳಲ್ಲಿ ವಿದ್ಯುತ್ ವ್ಯತ್ಯಯವಾಗಲಿದ್ದು, ಗ್ರಾಹಕರು ಸಹಕರಿಸಬೇಕು ಎಂದು ಸೆಸ್ಕ್ ಪ್ರಕಟಣೆಯಲ್ಲಿ ತಿಳಿಸಿದೆ. [118, 1122, 286, 1195]
registration-mark [18, 1396, 32, 1410]
teachers-story [418, 508, 770, 708]
power-story [50, 1104, 286, 1310]
accident-headline: ಇಬ್ಬರು ಇಂಜಿನಿಯರಿಂಗ್ ವಿದ್ಯಾರ್ಥಿಗಳ ದುರ್ಮರಣ [671, 91, 881, 131]
obituary-ad [568, 1050, 898, 1398]
accident-kicker: ಬಿಳಿಕೆರೆ ಬಳಿ ಭೀಕರ ಅಪಘಾತ [728, 80, 824, 91]
article-body-col1: ಮೈಸೂರು,ಫೆ.2(ಎಸ್‌ಬಿಡಿ)- ಸರ್ಕಾರ ನಿಗದಿಪಡಿಸಿರುವ ಬೆಂಬಲ ಬೆಲೆಯಲ್ಲಿ ಭತ್ತ ಹಾಗೂ ರಾಗಿ ಮಾರಾಟ ಮಾಡಲು ಜಿಲ್ಲೆಯ ರೈತರು ಹೆಸರು ನೋಂದಣಿ ಮಾಡಿಕೊಳ್ಳುತ್ತಿದ್ದು, ಈವರೆಗೆ 22,260 ಮಂದಿ ರೈತರು ಹೆಸರು ನೋಂದಾಯಿಸಿದ್ದಾರೆ. ಈ ಪೈಕಿ 13,162 ಮಂದಿ ರೈತರು ರಾಗಿ ಮಾರಾಟಕ್ಕೆ ಹಾಗೂ 9,098 ಮಂದಿ ರೈತರು ಭತ್ತ ಮಾರಾಟಕ್ಕೆ ನೋಂದಣಿ ಮಾಡಿಕೊಂಡಿದ್ದಾರೆ. ಮೈಸೂರು ತಾಲೂಕಿನಲ್ಲಿ 1,106 ರೈತರು 40,857.66 ಕ್ವಿಂಟಾಲ್, ನಂಜನಗೂಡು ತಾಲೂಕಿನಲ್ಲಿ 2,380 ರೈತರು 9,580.34 ಕ್ವಿಂಟಾಲ್, ತಿ.ನರಸೀಪುರ ತಾಲೂಕಿನಲ್ಲಿ 4,380 ರೈತರು 1,42,055.01 ಕ್ವಿಂಟಾಲ್ ಭತ್ತ ಮಾರಾಟಕ್ಕೆ ನೋಂದಣಿ ಮಾಡಿದ್ದಾರೆ. ಕೆ.ಆರ್.ನಗರ 6,407 ಮಂದಿ ರೈತರು 1,97,183.41 ಕ್ವಿಂಟಾಲ್, ಸಾಲಿಗ್ರಾಮ 2,884 ಮಂದಿ ರೈತರು 76,217.46 ಕ್ವಿಂಟಾಲ್, ಹುಣಸೂರು 162 ಮಂದಿ ರೈತರು 5,648 ಕ್ವಿಂಟಾಲ್, ಪಿರಿಯಾಪಟ್ಟಣ 1,173 ಮಂದಿ ರೈತರು 38,401.70 ಕ್ವಿಂಟಾಲ್, ಎಚ್.ಡಿ.ಕೋಟೆ 242 ಮಂದಿ ರೈತರು 7,462.72 ಕ್ವಿಂಟಾಲ್, ಸರಗೂರು 9,194 ಕ್ವಿಂಟಾಲ್ ಭತ್ತ ನೋಂದಣಿಯಾಗಿದೆ. ಒಟ್ಟು 22,260 ರೈತರು 4,456.10 ಕ್ವಿಂಟಾಲ್ ಧಾನ್ಯ ಮಾರಾಟ ಮಾಡಲಿದ್ದಾರೆ. [292, 750, 410, 1024]
photo-university-building [50, 768, 146, 838]
photo-ragi [568, 750, 712, 870]
